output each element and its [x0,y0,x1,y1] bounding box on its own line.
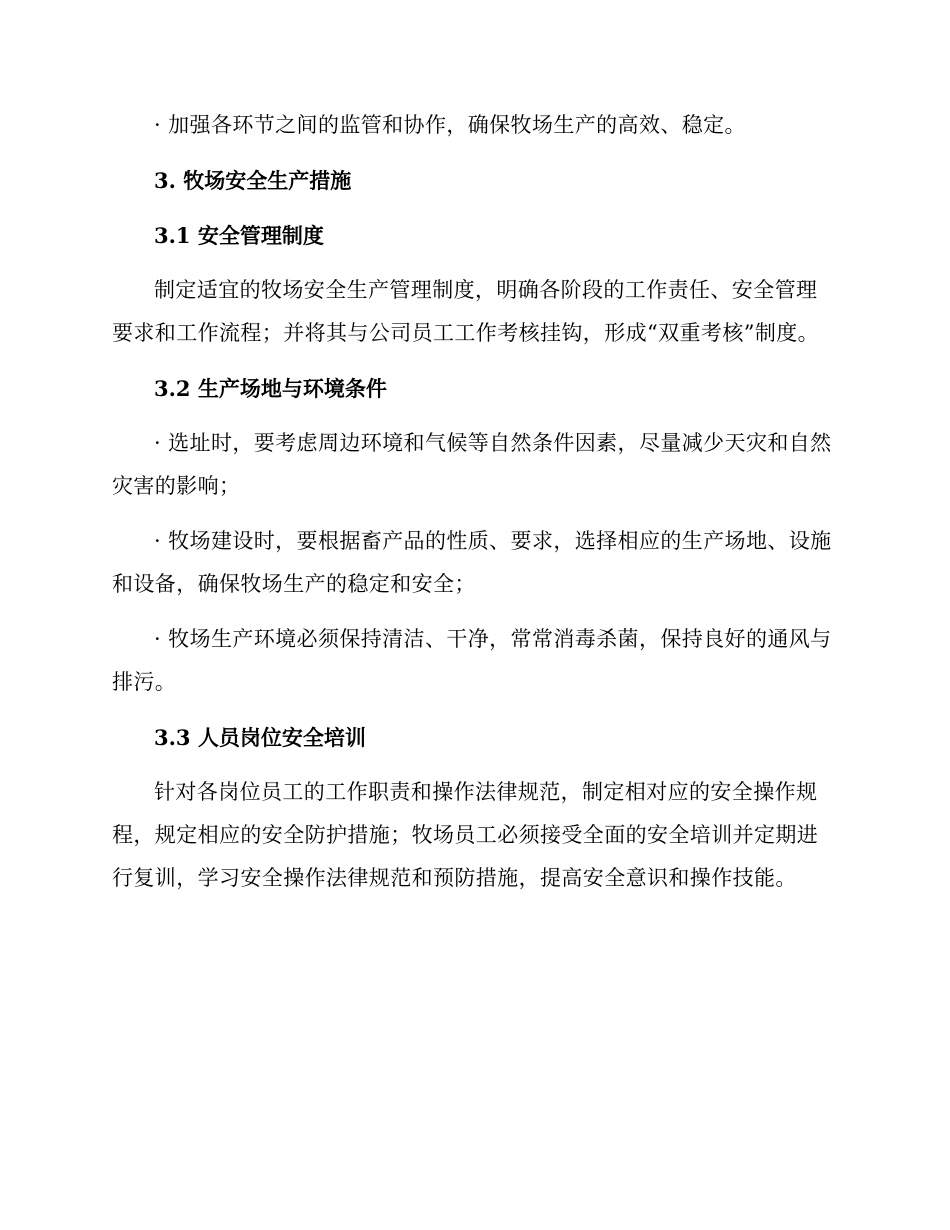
body-paragraph: 制定适宜的牧场安全生产管理制度，明确各阶段的工作责任、安全管理要求和工作流程；并将其与公司员工工作考核挂钩，形成“双重考核”制度。 [112,278,820,345]
subsection-heading: 3.3 人员岗位安全培训 [154,725,366,750]
body-paragraph: 针对各岗位员工的工作职责和操作法律规范，制定相对应的安全操作规程，规定相应的安全防护措施；牧场员工必须接受全面的安全培训并定期进行复训，学习安全操作法律规范和预防措施，提高安全意识和操作技能。 [112,780,819,890]
document-body [112,104,836,900]
section-heading: 3. 牧场安全生产措施 [154,168,352,193]
bullet-paragraph: · 牧场生产环境必须保持清洁、干净，常常消毒杀菌，保持良好的通风与排污。 [112,627,832,694]
bullet-paragraph: · 牧场建设时，要根据畜产品的性质、要求，选择相应的生产场地、设施和设备，确保牧场生产的稳定和安全； [112,529,832,596]
subsection-heading: 3.2 生产场地与环境条件 [154,376,387,401]
subsection-heading: 3.1 安全管理制度 [154,223,324,248]
bullet-paragraph: · 选址时，要考虑周边环境和气候等自然条件因素，尽量减少天灾和自然灾害的影响； [112,431,832,498]
bullet-paragraph: · 加强各环节之间的监管和协作，确保牧场生产的高效、稳定。 [154,113,746,137]
